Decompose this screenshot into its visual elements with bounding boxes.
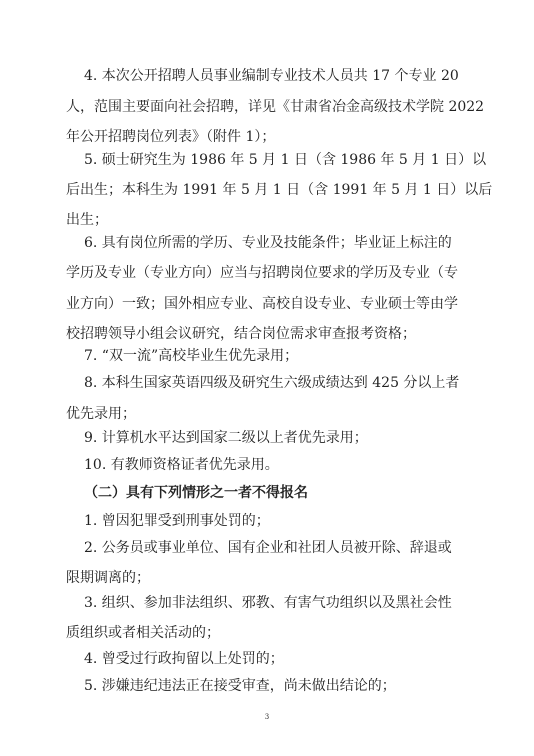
text-line: 4. 曾受过行政拘留以上处罚的； <box>84 651 284 667</box>
text-line: 7. “双一流”高校毕业生优先录用； <box>84 348 299 364</box>
text-line: 1. 曾因犯罪受到刑事处罚的； <box>84 513 270 529</box>
text-line: 优先录用； <box>66 406 136 422</box>
text-line: 9. 计算机水平达到国家二级以上者优先录用； <box>84 430 368 446</box>
text-line: 质组织或者相关活动的； <box>66 625 220 641</box>
text-line: 学历及专业（专业方向）应当与招聘岗位要求的学历及专业（专 <box>66 265 458 281</box>
text-line: 校招聘领导小组会议研究，结合岗位需求审查报考资格； <box>66 326 416 342</box>
heading-text: （二）具有下列情形之一者不得报名 <box>84 485 308 501</box>
text-line: 限期调离的； <box>66 570 150 586</box>
text-line: 业方向）一致；国外相应专业、高校自设专业、专业硕士等由学 <box>66 296 458 312</box>
text-line: 10. 有教师资格证者优先录用。 <box>84 457 279 473</box>
text-line: 4. 本次公开招聘人员事业编制专业技术人员共 17 个专业 20 <box>84 68 459 84</box>
text-line: 出生； <box>66 212 108 228</box>
text-line: 后出生；本科生为 1991 年 5 月 1 日（含 1991 年 5 月 1 日）以后 <box>66 182 493 198</box>
text-line: 年公开招聘岗位列表》（附件 1）； <box>66 129 276 145</box>
page-number: 3 <box>264 713 270 721</box>
text-line: 2. 公务员或事业单位、国有企业和社团人员被开除、辞退或 <box>84 540 452 556</box>
text-line: 5. 硕士研究生为 1986 年 5 月 1 日（含 1986 年 5 月 1 日）以 <box>84 152 487 168</box>
text-line: 5. 涉嫌违纪违法正在接受审查，尚未做出结论的； <box>84 678 396 694</box>
text-line: 3. 组织、参加非法组织、邪教、有害气功组织以及黑社会性 <box>84 595 452 611</box>
text-line: 6. 具有岗位所需的学历、专业及技能条件；毕业证上标注的 <box>84 235 452 251</box>
text-line: 人，范围主要面向社会招聘，详见《甘肃省冶金高级技术学院 2022 <box>66 99 485 115</box>
text-line: 8. 本科生国家英语四级及研究生六级成绩达到 425 分以上者 <box>84 375 460 391</box>
